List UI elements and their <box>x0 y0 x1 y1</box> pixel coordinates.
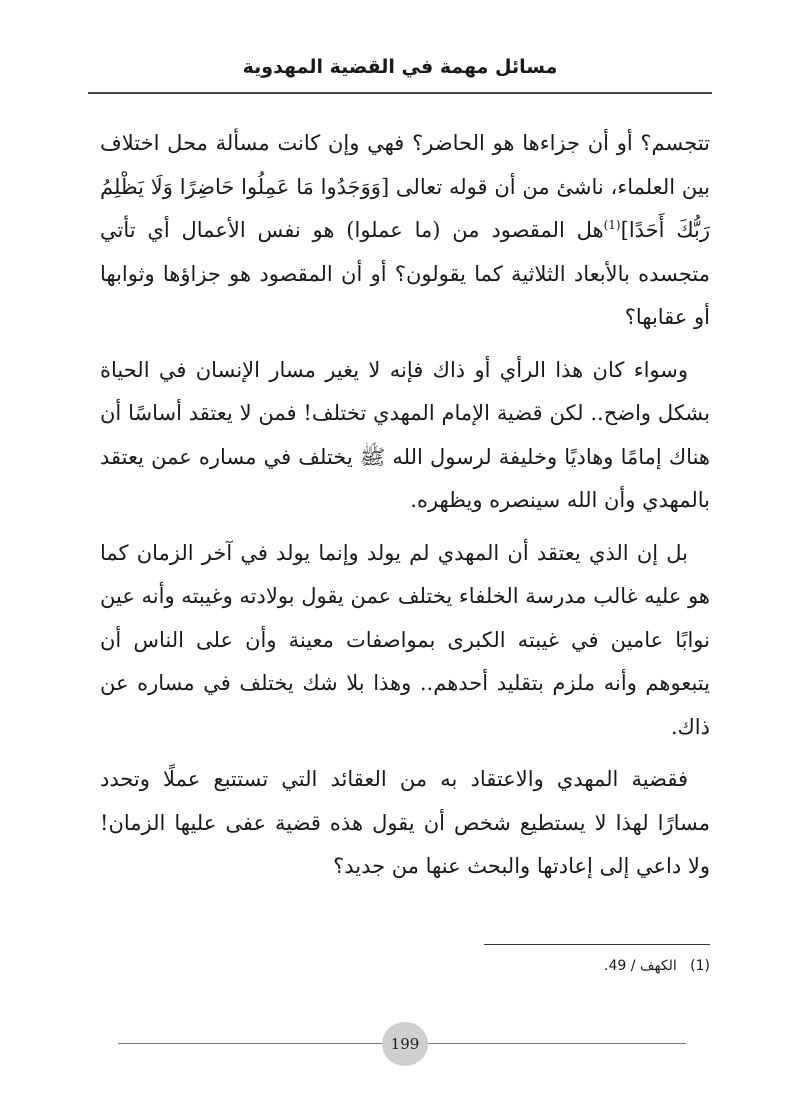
paragraph-2: وسواء كان هذا الرأي أو ذاك فإنه لا يغير مسار الإنسان في الحياة بشكل واضح.. لكن قضية الإمام المهدي تختلف! فمن لا يعتقد أساسًا أن هناك إمامًا وهاديًا وخليفة لرسول الله ﷺ يختلف في مساره عمن يعتقد بالمهدي وأن الله سينصره ويظهره. <box>100 357 710 512</box>
running-header: مسائل مهمة في القضية المهدوية <box>242 56 558 78</box>
quran-verse: وَوَجَدُوا مَا عَمِلُوا حَاضِرًا وَلَا يَظْلِمُ رَبُّكَ أَحَدًا <box>100 174 710 242</box>
paragraph-1 <box>100 122 710 340</box>
paragraph-1-end: هل المقصود من (ما عملوا) هو نفس الأعمال أي تأتي متجسده بالأبعاد الثلاثية كما يقولون؟ أو أن المقصود هو جزاؤها وثوابها أو عقابها؟ <box>100 218 710 329</box>
paragraph-4: فقضية المهدي والاعتقاد به من العقائد التي تستتبع عملًا وتحدد مسارًا لهذا لا يستطيع شخص أن يقول هذه قضية عفى عليها الزمان! ولا داعي إلى إعادتها والبحث عنها من جديد؟ <box>100 767 710 878</box>
footnote-rule <box>484 944 710 945</box>
footnote-reference[interactable]: (1) <box>603 218 621 232</box>
header-rule <box>88 92 712 94</box>
paragraph-1-start: تتجسم؟ أو أن جزاءها هو الحاضر؟ فهي وإن كانت مسألة محل اختلاف بين العلماء، ناشئ من أن قوله تعالى [ <box>100 131 711 199</box>
footnote-text: الكهف / 49. <box>604 958 677 974</box>
folio-rule-right <box>424 1043 686 1044</box>
footnote <box>604 958 710 974</box>
paragraph-3: بل إن الذي يعتقد أن المهدي لم يولد وإنما يولد في آخر الزمان كما هو عليه غالب مدرسة الخلفاء يختلف عمن يقول بولادته وغيبته وأنه عين نوابًا عامين في غيبته الكبرى بمواصفات معينة وأن على الناس أن يتبعوهم وأنه ملزم بتقليد أحدهم.. وهذا بلا شك يختلف في مساره عن ذاك. <box>100 540 710 739</box>
page-number: 199 <box>382 1022 428 1066</box>
footnote-number: (1) <box>690 958 710 974</box>
main-text <box>100 122 710 898</box>
folio-rule-left <box>118 1043 386 1044</box>
quote-close: ] <box>620 218 629 242</box>
